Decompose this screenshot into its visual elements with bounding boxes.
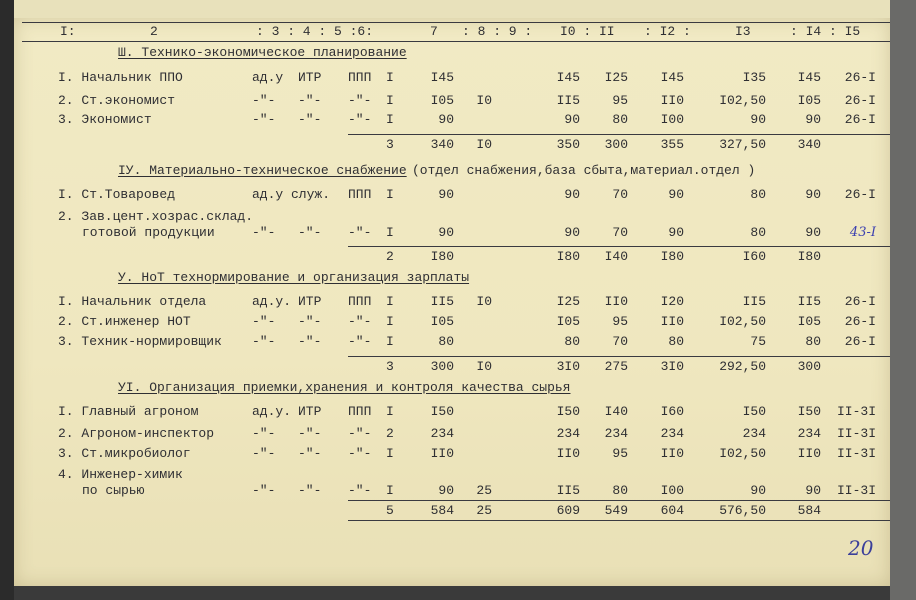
binding-edge	[0, 0, 14, 600]
cell-c5: ППП	[348, 294, 372, 309]
column-number-header: : 3 : 4 : 5 :6:	[256, 24, 374, 39]
cell-c7: II5	[430, 294, 454, 309]
total-c12: 3I0	[660, 359, 684, 374]
cell-c15: 26-I	[844, 294, 876, 309]
cell-c13: I02,50	[719, 93, 766, 108]
cell-c14: I50	[797, 404, 821, 419]
cell-c11: 234	[604, 426, 628, 441]
column-number-header: I3	[735, 24, 751, 39]
cell-c7: II0	[430, 446, 454, 461]
header-bottom-rule	[22, 41, 890, 42]
cell-c5: ППП	[348, 70, 372, 85]
column-number-header: I:	[60, 24, 76, 39]
cell-c6: I	[386, 70, 394, 85]
cell-c15: 26-I	[844, 70, 876, 85]
cell-c3: ад.у.	[252, 294, 292, 309]
cell-c3: -"-	[252, 426, 276, 441]
total-c11: 275	[604, 359, 628, 374]
cell-c4: -"-	[298, 446, 322, 461]
cell-c11: 95	[612, 314, 628, 329]
total-c14: 584	[797, 503, 821, 518]
cell-c13: I02,50	[719, 446, 766, 461]
cell-c11: 70	[612, 334, 628, 349]
cell-c3: ад.у служ.	[252, 187, 331, 202]
total-c7: I80	[430, 249, 454, 264]
cell-c12: 234	[660, 426, 684, 441]
cell-c3: -"-	[252, 334, 276, 349]
cell-c13: I50	[742, 404, 766, 419]
document-page	[14, 18, 890, 586]
total-c11: 300	[604, 137, 628, 152]
cell-c6: I	[386, 334, 394, 349]
cell-c13: 90	[750, 483, 766, 498]
cell-c11: 95	[612, 93, 628, 108]
position-name: 2. Зав.цент.хозрас.склад.	[58, 209, 254, 224]
cell-c6: I	[386, 294, 394, 309]
cell-c14: I45	[797, 70, 821, 85]
total-c8: 25	[476, 503, 492, 518]
cell-c12: I45	[660, 70, 684, 85]
section-title: Ш. Технико-экономическое планирование	[118, 45, 407, 60]
cell-c14: 90	[805, 112, 821, 127]
cell-c3: -"-	[252, 483, 276, 498]
cell-c10: I45	[556, 70, 580, 85]
cell-c11: I40	[604, 404, 628, 419]
cell-c7: 234	[430, 426, 454, 441]
position-name: I. Главный агроном	[58, 404, 199, 419]
cell-c14: II5	[797, 294, 821, 309]
cell-c7: 90	[438, 225, 454, 240]
total-rule	[348, 134, 890, 135]
cell-c7: I45	[430, 70, 454, 85]
total-c6: 3	[386, 359, 394, 374]
cell-c10: 234	[556, 426, 580, 441]
position-name: I. Начальник ППО	[58, 70, 183, 85]
bottom-total-rule	[348, 520, 890, 521]
total-c10: 609	[556, 503, 580, 518]
cell-c10: 90	[564, 187, 580, 202]
cell-c10: I50	[556, 404, 580, 419]
cell-c7: 90	[438, 112, 454, 127]
position-name: 4. Инженер-химик	[58, 467, 183, 482]
cell-c7: 80	[438, 334, 454, 349]
cell-c4: ИТР	[298, 70, 322, 85]
cell-c3: -"-	[252, 93, 276, 108]
total-c8: I0	[476, 137, 492, 152]
total-c14: I80	[797, 249, 821, 264]
cell-c11: 80	[612, 112, 628, 127]
cell-c12: 90	[668, 187, 684, 202]
position-name: I. Начальник отдела	[58, 294, 207, 309]
cell-c3: -"-	[252, 314, 276, 329]
cell-c14: I05	[797, 93, 821, 108]
total-c12: 604	[660, 503, 684, 518]
cell-c7: 90	[438, 483, 454, 498]
cell-c5: -"-	[348, 112, 372, 127]
column-number-header: 7	[430, 24, 438, 39]
position-name-continued: готовой продукции	[82, 225, 215, 240]
cell-c12: II0	[660, 93, 684, 108]
cell-c13: I02,50	[719, 314, 766, 329]
cell-c12: I60	[660, 404, 684, 419]
column-number-header: : I4 : I5	[790, 24, 861, 39]
cell-c14: II0	[797, 446, 821, 461]
total-c7: 340	[430, 137, 454, 152]
total-c10: 350	[556, 137, 580, 152]
cell-c12: I00	[660, 112, 684, 127]
cell-c11: 70	[612, 225, 628, 240]
cell-c12: II0	[660, 446, 684, 461]
cell-c5: -"-	[348, 483, 372, 498]
cell-c10: I05	[556, 314, 580, 329]
total-c12: 355	[660, 137, 684, 152]
cell-c7: I05	[430, 93, 454, 108]
total-c11: 549	[604, 503, 628, 518]
cell-c13: 90	[750, 112, 766, 127]
cell-c11: 95	[612, 446, 628, 461]
cell-c6: I	[386, 93, 394, 108]
column-number-header: I0 : II	[560, 24, 615, 39]
cell-c6: I	[386, 404, 394, 419]
previous-page-strip	[14, 0, 904, 19]
cell-c5: -"-	[348, 334, 372, 349]
cell-c12: I00	[660, 483, 684, 498]
cell-c11: II0	[604, 294, 628, 309]
cell-c4: -"-	[298, 112, 322, 127]
cell-c15: II-3I	[836, 404, 876, 419]
cell-c15: 26-I	[844, 334, 876, 349]
cell-c12: II0	[660, 314, 684, 329]
total-c11: I40	[604, 249, 628, 264]
cell-c5: ППП	[348, 187, 372, 202]
cell-c3: ад.у	[252, 70, 284, 85]
cell-c10: 90	[564, 112, 580, 127]
cell-c15: 26-I	[844, 93, 876, 108]
section-title-suffix: (отдел снабжения,база сбыта,материал.отдел )	[412, 163, 756, 178]
cell-c8: I0	[476, 93, 492, 108]
cell-c10: 80	[564, 334, 580, 349]
cell-c4: -"-	[298, 483, 322, 498]
cell-c10: 90	[564, 225, 580, 240]
section-title: У. НоТ технормирование и организация зарплаты	[118, 270, 470, 285]
cell-c14: 80	[805, 334, 821, 349]
position-name-continued: по сырью	[82, 483, 145, 498]
cell-c4: ИТР	[298, 294, 322, 309]
cell-c10: II0	[556, 446, 580, 461]
total-c7: 300	[430, 359, 454, 374]
header-top-rule	[22, 22, 890, 23]
cell-c8: 25	[476, 483, 492, 498]
total-c13: 327,50	[719, 137, 766, 152]
total-c13: I60	[742, 249, 766, 264]
cell-c4: -"-	[298, 314, 322, 329]
total-c13: 292,50	[719, 359, 766, 374]
total-c14: 340	[797, 137, 821, 152]
cell-c15: 43-I	[849, 225, 876, 240]
cell-c6: I	[386, 112, 394, 127]
cell-c15: II-3I	[836, 446, 876, 461]
cell-c15: 26-I	[844, 187, 876, 202]
cell-c13: 75	[750, 334, 766, 349]
column-number-header: : I2 :	[644, 24, 691, 39]
cell-c14: I05	[797, 314, 821, 329]
section-title: IУ. Материально-техническое снабжение	[118, 163, 407, 178]
position-name: 3. Техник-нормировщик	[58, 334, 222, 349]
total-c12: I80	[660, 249, 684, 264]
cell-c15: 26-I	[844, 314, 876, 329]
cell-c6: I	[386, 314, 394, 329]
position-name: 3. Ст.микробиолог	[58, 446, 191, 461]
cell-c5: -"-	[348, 225, 372, 240]
cell-c3: ад.у.	[252, 404, 292, 419]
cell-c3: -"-	[252, 446, 276, 461]
total-c14: 300	[797, 359, 821, 374]
total-rule	[348, 356, 890, 357]
cell-c10: I25	[556, 294, 580, 309]
cell-c15: II-3I	[836, 483, 876, 498]
total-c10: 3I0	[556, 359, 580, 374]
cell-c7: I05	[430, 314, 454, 329]
cell-c5: -"-	[348, 93, 372, 108]
cell-c13: II5	[742, 294, 766, 309]
total-c6: 5	[386, 503, 394, 518]
cell-c7: 90	[438, 187, 454, 202]
cell-c3: -"-	[252, 112, 276, 127]
position-name: 2. Ст.экономист	[58, 93, 176, 108]
cell-c13: 80	[750, 225, 766, 240]
total-rule	[348, 246, 890, 247]
cell-c4: -"-	[298, 93, 322, 108]
cell-c10: II5	[556, 93, 580, 108]
cell-c5: ППП	[348, 404, 372, 419]
handwritten-page-number: 20	[848, 536, 874, 560]
cell-c13: 80	[750, 187, 766, 202]
total-c6: 3	[386, 137, 394, 152]
cell-c6: I	[386, 187, 394, 202]
cell-c15: 26-I	[844, 112, 876, 127]
cell-c12: 80	[668, 334, 684, 349]
cell-c6: I	[386, 446, 394, 461]
cell-c12: I20	[660, 294, 684, 309]
cell-c4: -"-	[298, 225, 322, 240]
cell-c4: -"-	[298, 334, 322, 349]
cell-c5: -"-	[348, 314, 372, 329]
total-c7: 584	[430, 503, 454, 518]
cell-c14: 90	[805, 225, 821, 240]
section-title: УI. Организация приемки,хранения и контроля качества сырья	[118, 380, 571, 395]
total-c8: I0	[476, 359, 492, 374]
total-rule	[348, 500, 890, 501]
cell-c12: 90	[668, 225, 684, 240]
cell-c13: I35	[742, 70, 766, 85]
cell-c10: II5	[556, 483, 580, 498]
cell-c4: -"-	[298, 426, 322, 441]
cell-c15: II-3I	[836, 426, 876, 441]
cell-c11: 70	[612, 187, 628, 202]
cell-c11: I25	[604, 70, 628, 85]
column-number-header: : 8 : 9 :	[462, 24, 533, 39]
cell-c14: 234	[797, 426, 821, 441]
position-name: 2. Агроном-инспектор	[58, 426, 215, 441]
right-edge	[890, 0, 916, 600]
column-number-header: 2	[150, 24, 158, 39]
cell-c8: I0	[476, 294, 492, 309]
cell-c7: I50	[430, 404, 454, 419]
total-c13: 576,50	[719, 503, 766, 518]
position-name: 2. Ст.инженер НОТ	[58, 314, 191, 329]
total-c6: 2	[386, 249, 394, 264]
cell-c6: 2	[386, 426, 394, 441]
cell-c13: 234	[742, 426, 766, 441]
cell-c14: 90	[805, 187, 821, 202]
cell-c11: 80	[612, 483, 628, 498]
cell-c6: I	[386, 483, 394, 498]
cell-c14: 90	[805, 483, 821, 498]
cell-c6: I	[386, 225, 394, 240]
cell-c5: -"-	[348, 446, 372, 461]
cell-c3: -"-	[252, 225, 276, 240]
total-c10: I80	[556, 249, 580, 264]
cell-c4: ИТР	[298, 404, 322, 419]
cell-c5: -"-	[348, 426, 372, 441]
position-name: 3. Экономист	[58, 112, 152, 127]
position-name: I. Ст.Товаровед	[58, 187, 176, 202]
